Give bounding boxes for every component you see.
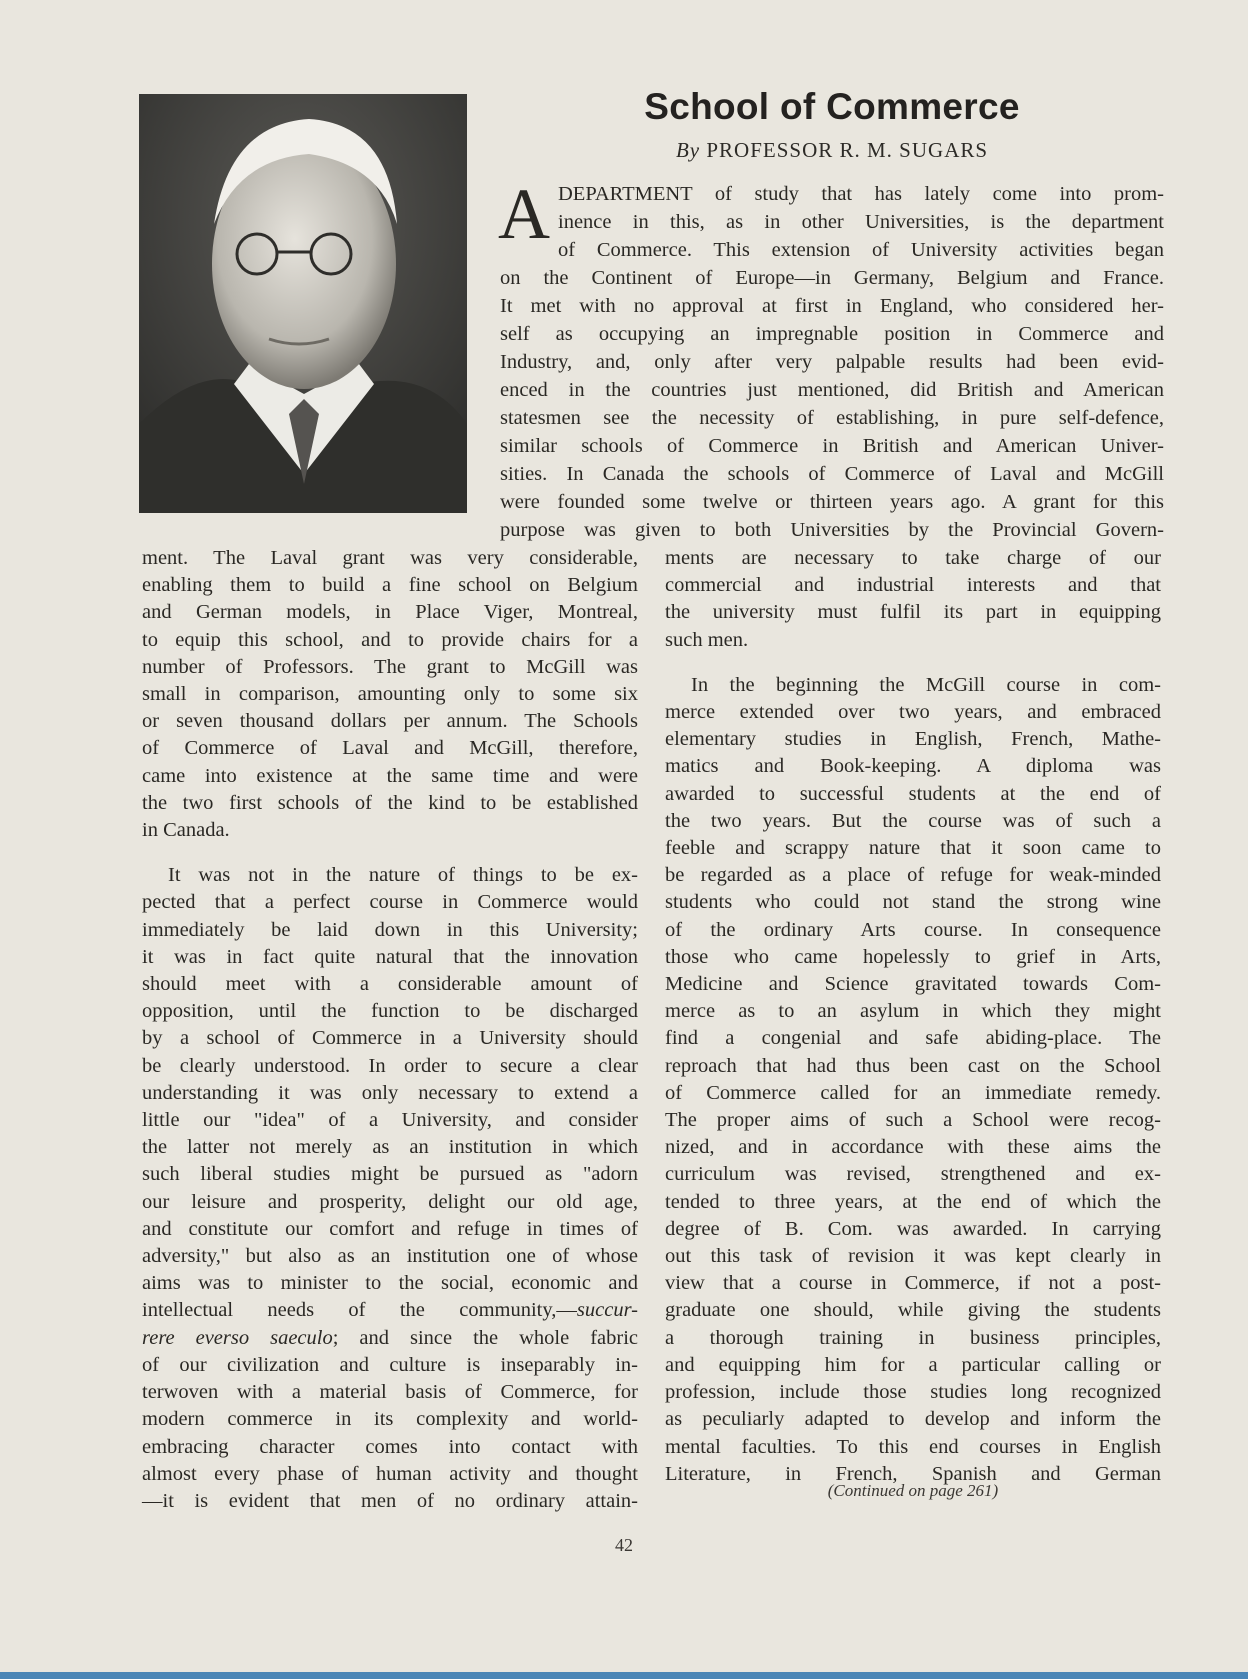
text-line: curriculum was revised, strengthened and ex- (665, 1163, 1161, 1186)
text-line: by a school of Commerce in a University should (142, 1027, 638, 1050)
text-line: be regarded as a place of refuge for weak-minded (665, 864, 1161, 887)
text-line: adversity," but also as an institution one of whose (142, 1245, 638, 1268)
intro-line: sities. In Canada the schools of Commerce of Laval and McGill (500, 463, 1164, 485)
intro-line: self as occupying an impregnable position in Commerce and (500, 323, 1164, 345)
text-line: commercial and industrial interests and that (665, 574, 1161, 597)
intro-line: were founded some twelve or thirteen years ago. A grant for this (500, 491, 1164, 513)
intro-line: DEPARTMENT of study that has lately come into prom- (558, 183, 1164, 205)
text-line (142, 1297, 638, 1324)
text-line: as peculiarly adapted to develop and inform the (665, 1408, 1161, 1431)
text-line: reproach that had thus been cast on the School (665, 1054, 1161, 1077)
text-line: and German models, in Place Viger, Montreal, (142, 601, 638, 624)
text-line: of Commerce called for an immediate remedy. (665, 1081, 1161, 1104)
text-line: of Commerce of Laval and McGill, therefore, (142, 737, 638, 760)
text-line: awarded to successful students at the end of (665, 782, 1161, 805)
paragraph (665, 545, 1161, 654)
byline-by: By (675, 138, 701, 162)
text-line: and equipping him for a particular calling or (665, 1353, 1161, 1376)
text-line: profession, include those studies long recognized (665, 1381, 1161, 1404)
text-line: opposition, until the function to be discharged (142, 1000, 638, 1023)
text-line: view that a course in Commerce, if not a post- (665, 1272, 1161, 1295)
paragraph (142, 862, 638, 1515)
text-line: In the beginning the McGill course in com- (691, 673, 1161, 696)
text-line: in Canada. (142, 819, 230, 842)
text-line: graduate one should, while giving the students (665, 1299, 1161, 1322)
text-line: out this task of revision it was kept clearly in (665, 1245, 1161, 1268)
left-column (142, 545, 638, 1515)
text-line: feeble and scrappy nature that it soon came to (665, 837, 1161, 860)
text-line: those who came hopelessly to grief in Arts, (665, 945, 1161, 968)
bottom-strip (0, 1672, 1248, 1679)
paragraph (665, 672, 1161, 1488)
text-line: It was not in the nature of things to be ex- (168, 864, 638, 887)
paragraph (142, 545, 638, 844)
text-line: pected that a perfect course in Commerce would (142, 891, 638, 914)
intro-line: purpose was given to both Universities by the Provincial Govern- (500, 519, 1164, 541)
intro-line: similar schools of Commerce in British and American Univer- (500, 435, 1164, 457)
text-line: modern commerce in its complexity and world- (142, 1408, 638, 1431)
intro-line: It met with no approval at first in England, who considered her- (500, 295, 1164, 317)
text-line: a thorough training in business principles, (665, 1326, 1161, 1349)
text-line: of the ordinary Arts course. In consequence (665, 918, 1161, 941)
intro-line: on the Continent of Europe—in Germany, Belgium and France. (500, 267, 1164, 289)
text-line: The proper aims of such a School were recog- (665, 1109, 1161, 1132)
byline-author: PROFESSOR R. M. SUGARS (700, 138, 989, 162)
intro-line: statesmen see the necessity of establishing, in pure self-defence, (500, 407, 1164, 429)
text-line: —it is evident that men of no ordinary attain- (142, 1489, 638, 1512)
text-line: be clearly understood. In order to secure a clear (142, 1054, 638, 1077)
text-run: intellectual needs of the community,— (142, 1299, 577, 1322)
text-line: almost every phase of human activity and thought (142, 1462, 638, 1485)
text-line: find a congenial and safe abiding-place. The (665, 1027, 1161, 1050)
text-line: small in comparison, amounting only to some six (142, 683, 638, 706)
intro-line: of Commerce. This extension of University activities began (558, 239, 1164, 261)
latin-phrase: rere everso saeculo (142, 1326, 333, 1349)
text-line: should meet with a considerable amount of (142, 973, 638, 996)
right-column (665, 545, 1161, 1488)
intro-line: inence in this, as in other Universities, is the department (558, 211, 1164, 233)
text-line: Literature, in French, Spanish and German (665, 1462, 1161, 1485)
text-line: aims was to minister to the social, economic and (142, 1272, 638, 1295)
text-line: and constitute our comfort and refuge in times of (142, 1217, 638, 1240)
text-line: the two first schools of the kind to be established (142, 791, 638, 814)
intro-line: Industry, and, only after very palpable results had been evid- (500, 351, 1164, 373)
text-line: tended to three years, at the end of which the (665, 1190, 1161, 1213)
text-line: nized, and in accordance with these aims the (665, 1136, 1161, 1159)
text-line: or seven thousand dollars per annum. The Schools (142, 710, 638, 733)
text-run: ; and since the whole fabric (332, 1326, 639, 1349)
text-line: terwoven with a material basis of Commerce, for (142, 1381, 638, 1404)
text-line: elementary studies in English, French, Mathe- (665, 728, 1161, 751)
text-line: matics and Book-keeping. A diploma was (665, 755, 1161, 778)
text-line: such men. (665, 628, 749, 651)
text-line: enabling them to build a fine school on Belgium (142, 574, 638, 597)
text-line: to equip this school, and to provide chairs for a (142, 628, 638, 651)
text-line: students who could not stand the strong wine (665, 891, 1161, 914)
text-line: number of Professors. The grant to McGill was (142, 655, 638, 678)
text-line: little our "idea" of a University, and consider (142, 1109, 638, 1132)
text-line: our leisure and prosperity, delight our old age, (142, 1190, 638, 1213)
text-line: embracing character comes into contact with (142, 1435, 638, 1458)
text-line: the latter not merely as an institution in which (142, 1136, 638, 1159)
byline (500, 138, 1164, 163)
text-line: such liberal studies might be pursued as "adorn (142, 1163, 638, 1186)
intro-paragraph (498, 174, 1164, 544)
text-line: merce extended over two years, and embraced (665, 701, 1161, 724)
text-line: understanding it was only necessary to extend a (142, 1081, 638, 1104)
text-line: the university must fulfil its part in equipping (665, 601, 1161, 624)
text-line: Medicine and Science gravitated towards Com- (665, 973, 1161, 996)
text-line: came into existence at the same time and were (142, 764, 638, 787)
intro-line: enced in the countries just mentioned, did British and American (500, 379, 1164, 401)
text-line: degree of B. Com. was awarded. In carrying (665, 1217, 1161, 1240)
drop-cap: A (498, 174, 550, 254)
text-line: the two years. But the course was of such a (665, 809, 1161, 832)
article-title: School of Commerce (644, 86, 1020, 127)
continued-note: (Continued on page 261) (827, 1481, 999, 1500)
text-line (142, 1325, 638, 1352)
latin-phrase: succur- (576, 1299, 638, 1322)
text-line: mental faculties. To this end courses in English (665, 1435, 1161, 1458)
text-line: ments are necessary to take charge of our (665, 547, 1161, 569)
text-line: immediately be laid down in this University; (142, 918, 638, 941)
intro-lines (498, 174, 1164, 264)
text-line: merce as to an asylum in which they might (665, 1000, 1161, 1023)
text-line: it was in fact quite natural that the innovation (142, 945, 638, 968)
text-line: of our civilization and culture is inseparably in- (142, 1353, 638, 1376)
page-number: 42 (615, 1535, 633, 1555)
text-line: ment. The Laval grant was very considerable, (142, 547, 638, 569)
portrait-photo (139, 94, 467, 513)
